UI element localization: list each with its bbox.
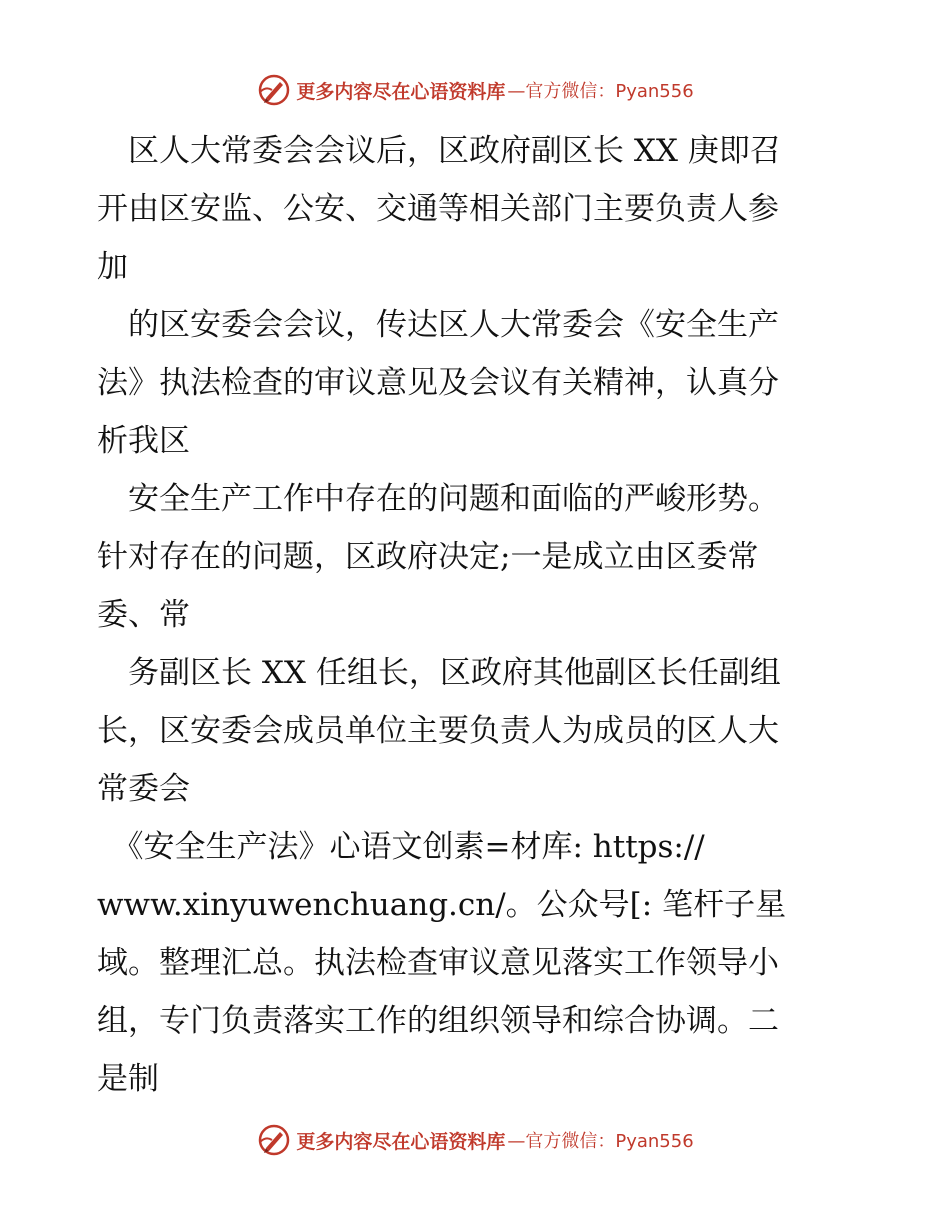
paragraph-2 [97, 296, 857, 470]
text-line: 法》执法检查的审议意见及会议有关精神，认真分 [97, 365, 779, 401]
text-line: 加 [97, 249, 128, 285]
paragraph-1 [97, 122, 857, 296]
pen-logo-icon [256, 1122, 292, 1158]
text-line: 常委会 [97, 771, 190, 807]
text-line: 析我区 [97, 423, 190, 459]
text-line: 委、常 [97, 597, 190, 633]
text-line: 针对存在的问题，区政府决定;一是成立由区委常 [97, 539, 759, 575]
text-line: 域。整理汇总。执法检查审议意见落实工作领导小 [97, 945, 779, 981]
paragraph-3 [97, 470, 857, 644]
text-line: 是制 [97, 1061, 159, 1097]
footer-banner-left-text: 更多内容尽在心语资料库 [296, 1130, 506, 1153]
footer-banner-wechat-text: —官方微信：Pyan556 [507, 1131, 694, 1152]
pen-logo-icon [256, 72, 292, 108]
text-line: 区人大常委会会议后，区政府副区长 XX 庚即召 [97, 133, 781, 169]
document-body [97, 122, 857, 1108]
footer-banner [0, 1120, 950, 1160]
header-banner-wechat-text: —官方微信：Pyan556 [507, 81, 694, 102]
text-line: www.xinyuwenchuang.cn/。公众号[: 笔杆子星 [97, 887, 787, 923]
paragraph-5 [97, 818, 857, 1108]
header-banner [0, 70, 950, 110]
text-line: 《安全生产法》心语文创素=材库: https:// [97, 829, 705, 865]
text-line: 安全生产工作中存在的问题和面临的严峻形势。 [97, 481, 779, 517]
text-line: 长，区安委会成员单位主要负责人为成员的区人大 [97, 713, 779, 749]
header-banner-left-text: 更多内容尽在心语资料库 [296, 80, 506, 103]
text-line: 开由区安监、公安、交通等相关部门主要负责人参 [97, 191, 779, 227]
text-line: 务副区长 XX 任组长，区政府其他副区长任副组 [97, 655, 781, 691]
text-line: 的区安委会会议，传达区人大常委会《安全生产 [97, 307, 779, 343]
paragraph-4 [97, 644, 857, 818]
text-line: 组，专门负责落实工作的组织领导和综合协调。二 [97, 1003, 779, 1039]
